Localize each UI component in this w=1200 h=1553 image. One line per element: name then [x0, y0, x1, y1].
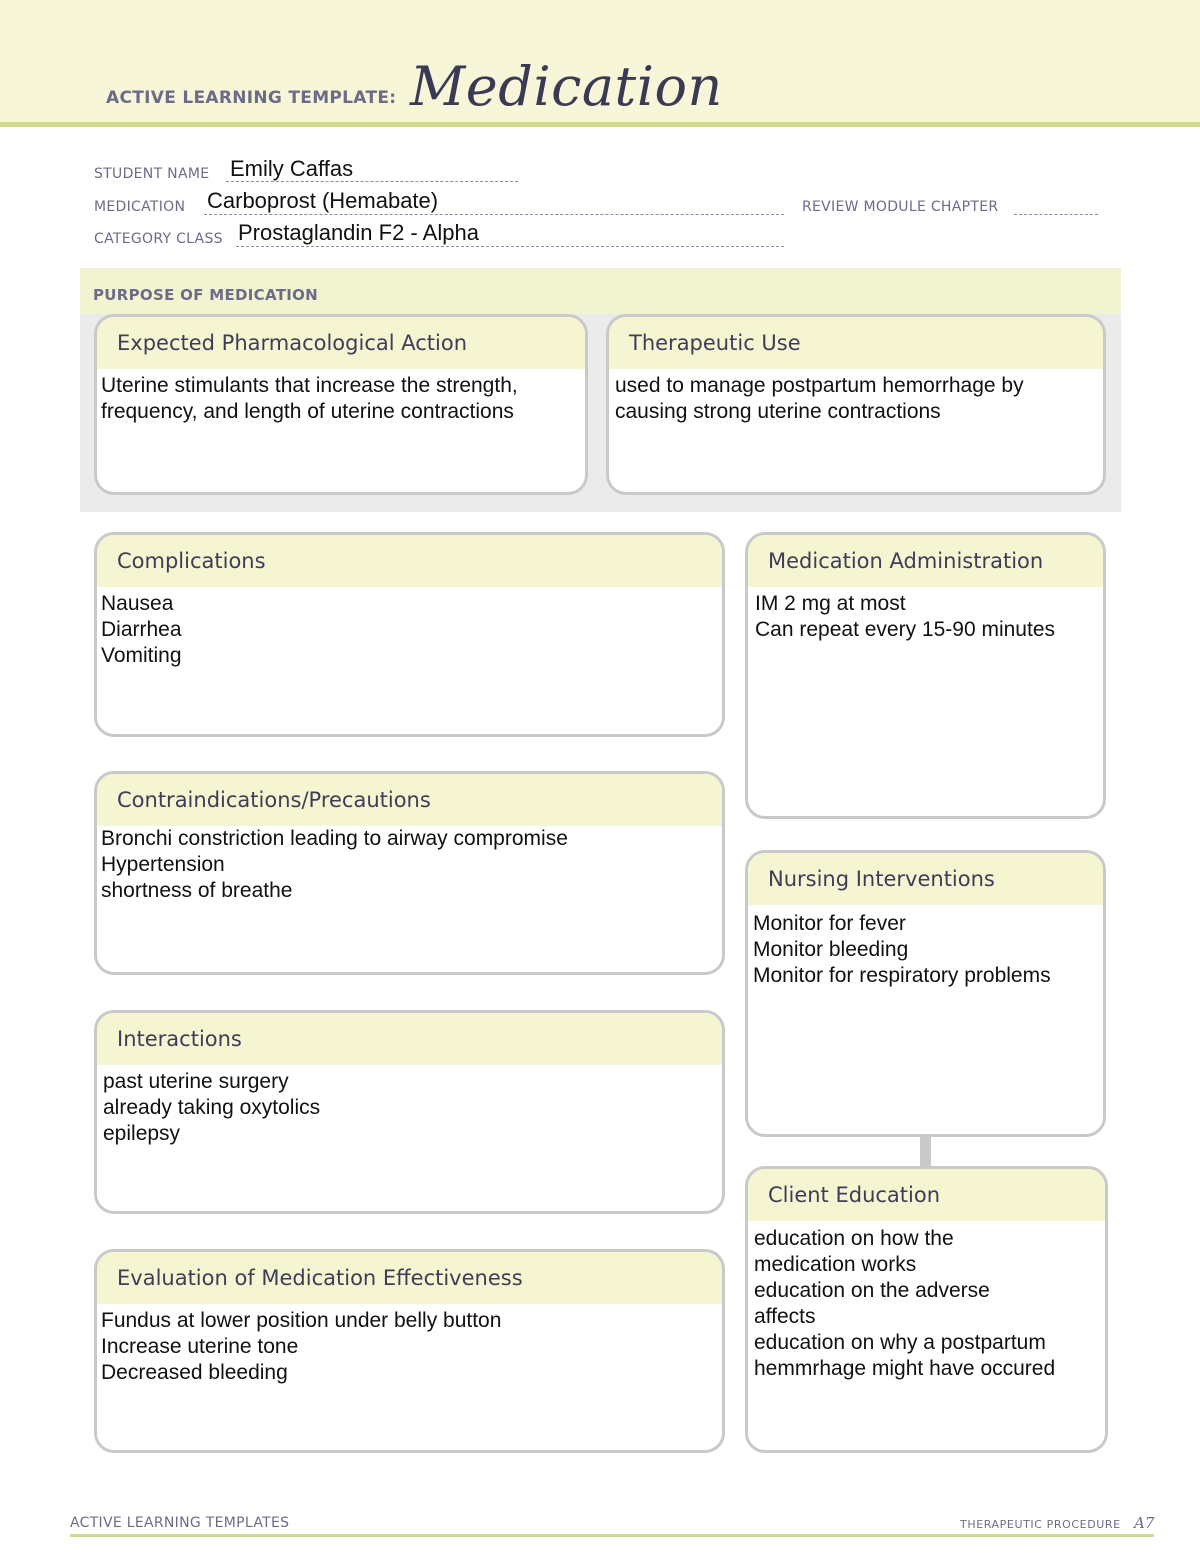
contraindications-box [94, 771, 725, 975]
complications-title: Complications [97, 535, 722, 587]
expected-action-text[interactable]: Uterine stimulants that increase the strength, frequency, and length of uterine contractions [101, 374, 518, 423]
interactions-text[interactable]: past uterine surgery already taking oxytolics epilepsy [103, 1070, 321, 1145]
therapeutic-use-text[interactable]: used to manage postpartum hemorrhage by causing strong uterine contractions [615, 374, 1024, 423]
student-name-field[interactable]: Emily Caffas [230, 156, 354, 181]
contraindications-text[interactable]: Bronchi constriction leading to airway compromise Hypertension shortness of breathe [101, 827, 568, 902]
category-class-field[interactable]: Prostaglandin F2 - Alpha [238, 220, 479, 245]
footer-left-label: ACTIVE LEARNING TEMPLATES [70, 1515, 290, 1531]
page-title: Medication [410, 55, 723, 118]
evaluation-title: Evaluation of Medication Effectiveness [97, 1252, 722, 1304]
page-number: A7 [1134, 1514, 1155, 1532]
complications-text[interactable]: Nausea Diarrhea Vomiting [101, 592, 182, 667]
administration-title: Medication Administration [748, 535, 1103, 587]
nursing-interventions-box [745, 850, 1106, 1137]
client-education-text[interactable]: education on how the medication works education on the adverse affects education on why a postpartum hemmrhage might have occured [754, 1227, 1056, 1380]
client-education-box [745, 1166, 1108, 1453]
student-name-label: STUDENT NAME [94, 166, 210, 182]
contraindications-title: Contraindications/Precautions [97, 774, 722, 826]
footer-right-label: THERAPEUTIC PROCEDURE [960, 1518, 1121, 1531]
nursing-interventions-title: Nursing Interventions [748, 853, 1103, 905]
administration-text[interactable]: IM 2 mg at most Can repeat every 15-90 minutes [755, 592, 1055, 641]
therapeutic-use-box [606, 314, 1106, 495]
template-label: ACTIVE LEARNING TEMPLATE: [106, 88, 397, 108]
administration-box [745, 532, 1106, 819]
review-module-label: REVIEW MODULE CHAPTER [802, 199, 999, 215]
evaluation-box [94, 1249, 725, 1453]
box-connector [920, 1136, 931, 1166]
category-class-label: CATEGORY CLASS [94, 231, 223, 247]
expected-action-title: Expected Pharmacological Action [97, 317, 585, 369]
footer-rule [70, 1534, 1154, 1537]
evaluation-text[interactable]: Fundus at lower position under belly button Increase uterine tone Decreased bleeding [101, 1309, 502, 1384]
therapeutic-use-title: Therapeutic Use [609, 317, 1103, 369]
header-rule [0, 122, 1200, 127]
purpose-label: PURPOSE OF MEDICATION [93, 286, 319, 304]
interactions-box [94, 1010, 725, 1214]
nursing-interventions-text[interactable]: Monitor for fever Monitor bleeding Monitor for respiratory problems [753, 912, 1051, 987]
medication-label: MEDICATION [94, 199, 186, 215]
client-education-title: Client Education [748, 1169, 1105, 1221]
interactions-title: Interactions [97, 1013, 722, 1065]
medication-field[interactable]: Carboprost (Hemabate) [207, 188, 439, 213]
expected-action-box [94, 314, 588, 495]
review-module-line [1014, 213, 1098, 215]
complications-box [94, 532, 725, 737]
